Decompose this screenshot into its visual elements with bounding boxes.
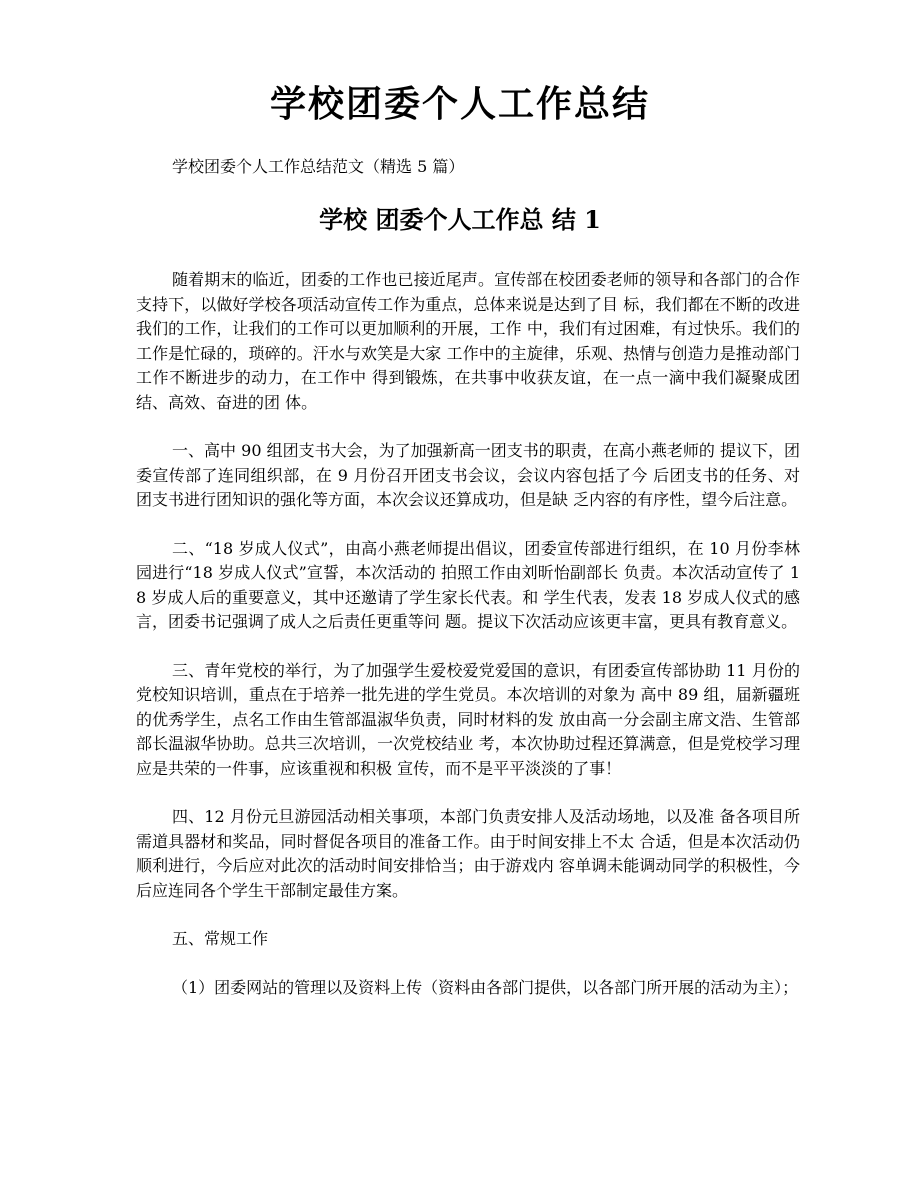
document-body [136, 268, 800, 1024]
document-subtitle: 学校团委个人工作总结范文（精选 5 篇） [172, 157, 465, 176]
paragraph-item-3: 三、青年党校的举行，为了加强学生爱校爱党爱国的意识，有团委宣传部协助 11 月份的党校知识培训，重点在于培养一批先进的学生党员。本次培训的对象为 高中 89 组，届新疆班的优秀学生，点名工作由生管部温淑华负责，同时材料的发 放由高一分会副主席文浩、生管部部长温淑华协助。总共三次培训，一次党校结业 考，本次协助过程还算满意，但是党校学习理应是共荣的一件事，应该重视和积极 宣传，而不是平平淡淡的了事！ [136, 660, 800, 778]
paragraph-item-2: 二、“18 岁成人仪式”，由高小燕老师提出倡议，团委宣传部进行组织，在 10 月份李林园进行“18 岁成人仪式”宣誓，本次活动的 拍照工作由刘昕怡副部长 负责。本次活动宣传了 18 岁成人后的重要意义，其中还邀请了学生家长代表。和 学生代表，发表 18 岁成人仪式的感言，团委书记强调了成人之后责任更重等问 题。提议下次活动应该更丰富，更具有教育意义。 [136, 538, 800, 631]
section-title: 学校 团委个人工作总 结 1 [319, 205, 601, 234]
paragraph-item-5-heading: 五、常规工作 [172, 929, 269, 948]
paragraph-intro: 随着期末的临近，团委的工作也已接近尾声。宣传部在校团委老师的领导和各部门的合作支持下，以做好学校各项活动宣传工作为重点，总体来说是达到了目 标，我们都在不断的改进我们的工作，让我们的工作可以更加顺利的开展，工作 中，我们有过困难，有过快乐。我们的工作是忙碌的，琐碎的。汗水与欢笑是大家 工作中的主旋律，乐观、热情与创造力是推动部门工作不断进步的动力，在工作中 得到锻炼，在共事中收获友谊，在一点一滴中我们凝聚成团结、高效、奋进的团 体。 [136, 270, 800, 412]
paragraph-item-5-1: （1）团委网站的管理以及资料上传（资料由各部门提供，以各部门所开展的活动为主）； [172, 977, 799, 997]
paragraph-item-1: 一、高中 90 组团支书大会，为了加强新高一团支书的职责，在高小燕老师的 提议下，团委宣传部了连同组织部，在 9 月份召开团支书会议，会议内容包括了今 后团支书的任务、对团支书进行团知识的强化等方面，本次会议还算成功，但是缺 乏内容的有序性，望今后注意。 [136, 441, 800, 509]
document-title: 学校团委个人工作总结 [269, 83, 650, 125]
paragraph-item-4: 四、12 月份元旦游园活动相关事项，本部门负责安排人及活动场地，以及准 备各项目所需道具器材和奖品，同时督促各项目的准备工作。由于时间安排上不太 合适，但是本次活动仍顺利进行，今后应对此次的活动时间安排恰当；由于游戏内 容单调未能调动同学的积极性，今后应连同各个学生干部制定最佳方案。 [136, 807, 800, 900]
